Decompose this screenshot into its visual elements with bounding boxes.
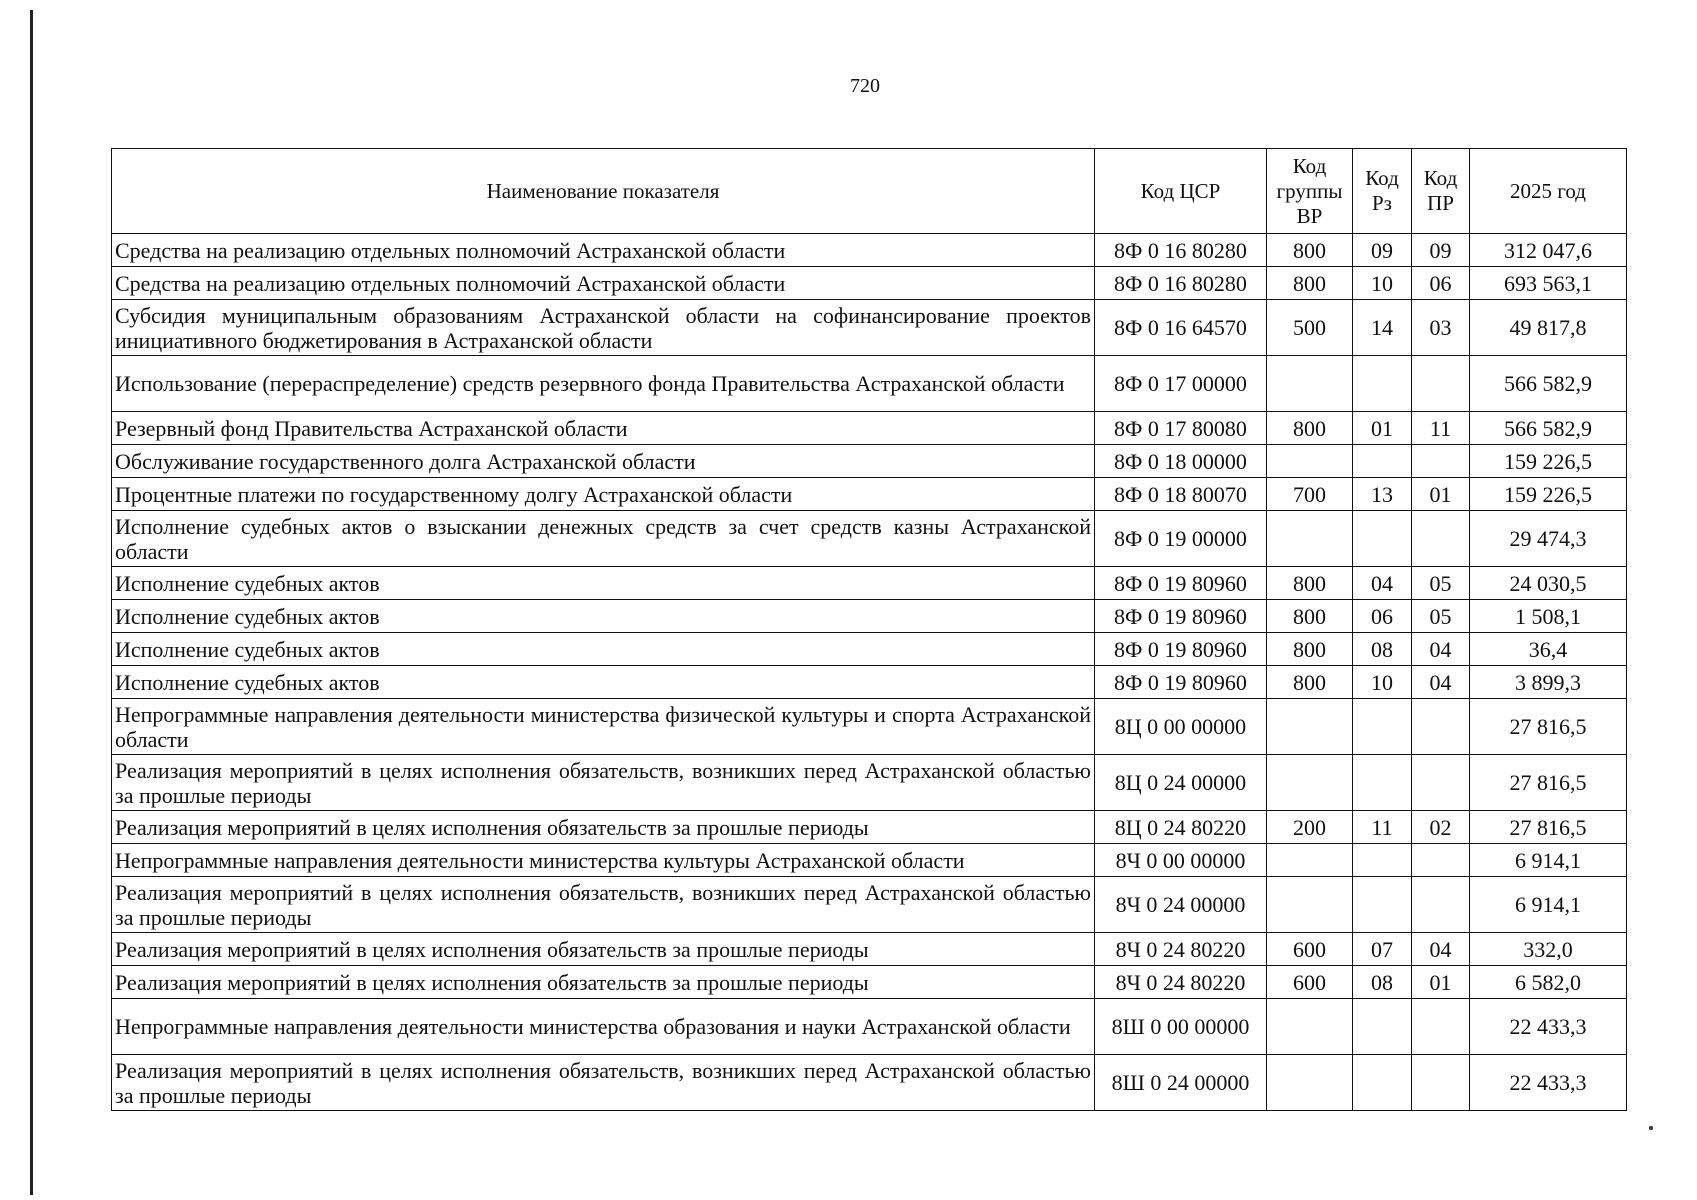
table-row <box>112 933 1627 966</box>
cell-pr: 04 <box>1412 666 1470 699</box>
cell-amount: 6 914,1 <box>1470 877 1627 933</box>
cell-pr <box>1412 755 1470 811</box>
cell-csr: 8Ф 0 19 80960 <box>1095 666 1267 699</box>
cell-vr: 500 <box>1267 300 1353 356</box>
cell-amount: 27 816,5 <box>1470 811 1627 844</box>
cell-rz <box>1353 699 1412 755</box>
cell-name: Реализация мероприятий в целях исполнения обязательств, возникших перед Астраханской областью за прошлые периоды <box>112 1055 1095 1111</box>
cell-rz: 07 <box>1353 933 1412 966</box>
header-csr: Код ЦСР <box>1095 149 1267 234</box>
table-row <box>112 478 1627 511</box>
cell-amount: 36,4 <box>1470 633 1627 666</box>
table-row <box>112 844 1627 877</box>
cell-vr: 800 <box>1267 600 1353 633</box>
cell-rz <box>1353 844 1412 877</box>
cell-vr <box>1267 877 1353 933</box>
cell-amount: 3 899,3 <box>1470 666 1627 699</box>
table-row <box>112 966 1627 999</box>
cell-vr <box>1267 511 1353 567</box>
table-row <box>112 1055 1627 1111</box>
table-row <box>112 877 1627 933</box>
cell-csr: 8Ф 0 19 80960 <box>1095 567 1267 600</box>
table-row <box>112 267 1627 300</box>
cell-rz <box>1353 1055 1412 1111</box>
table-row <box>112 300 1627 356</box>
table-row <box>112 699 1627 755</box>
binding-edge-line <box>30 10 33 1195</box>
cell-name: Реализация мероприятий в целях исполнения обязательств за прошлые периоды <box>112 966 1095 999</box>
cell-csr: 8Ф 0 16 80280 <box>1095 234 1267 267</box>
cell-rz: 13 <box>1353 478 1412 511</box>
cell-pr: 04 <box>1412 933 1470 966</box>
cell-amount: 29 474,3 <box>1470 511 1627 567</box>
header-pr: Код ПР <box>1412 149 1470 234</box>
cell-pr: 04 <box>1412 633 1470 666</box>
cell-pr: 05 <box>1412 567 1470 600</box>
cell-pr <box>1412 699 1470 755</box>
cell-vr: 800 <box>1267 412 1353 445</box>
cell-csr: 8Ц 0 00 00000 <box>1095 699 1267 755</box>
cell-vr <box>1267 1055 1353 1111</box>
cell-rz: 09 <box>1353 234 1412 267</box>
cell-name: Резервный фонд Правительства Астраханской области <box>112 412 1095 445</box>
cell-amount: 6 914,1 <box>1470 844 1627 877</box>
cell-pr: 05 <box>1412 600 1470 633</box>
cell-name: Средства на реализацию отдельных полномочий Астраханской области <box>112 234 1095 267</box>
cell-pr: 02 <box>1412 811 1470 844</box>
cell-vr: 800 <box>1267 666 1353 699</box>
cell-amount: 49 817,8 <box>1470 300 1627 356</box>
cell-pr: 09 <box>1412 234 1470 267</box>
cell-csr: 8Ф 0 18 80070 <box>1095 478 1267 511</box>
cell-csr: 8Ф 0 16 64570 <box>1095 300 1267 356</box>
cell-vr: 600 <box>1267 966 1353 999</box>
cell-csr: 8Ч 0 24 80220 <box>1095 933 1267 966</box>
header-rz: Код Рз <box>1353 149 1412 234</box>
cell-name: Исполнение судебных актов <box>112 633 1095 666</box>
cell-rz: 10 <box>1353 666 1412 699</box>
cell-name: Непрограммные направления деятельности министерства образования и науки Астраханской области <box>112 999 1095 1055</box>
cell-name: Реализация мероприятий в целях исполнения обязательств, возникших перед Астраханской областью за прошлые периоды <box>112 877 1095 933</box>
table-row <box>112 600 1627 633</box>
cell-vr: 800 <box>1267 267 1353 300</box>
cell-csr: 8Ф 0 17 00000 <box>1095 356 1267 412</box>
table-row <box>112 633 1627 666</box>
cell-name: Исполнение судебных актов <box>112 567 1095 600</box>
cell-amount: 1 508,1 <box>1470 600 1627 633</box>
cell-name: Процентные платежи по государственному долгу Астраханской области <box>112 478 1095 511</box>
cell-csr: 8Ф 0 19 00000 <box>1095 511 1267 567</box>
cell-amount: 22 433,3 <box>1470 999 1627 1055</box>
header-vr: Код группы ВР <box>1267 149 1353 234</box>
cell-csr: 8Ш 0 00 00000 <box>1095 999 1267 1055</box>
cell-vr <box>1267 755 1353 811</box>
scan-speck <box>1649 1126 1653 1130</box>
cell-rz: 04 <box>1353 567 1412 600</box>
cell-rz <box>1353 755 1412 811</box>
cell-pr <box>1412 844 1470 877</box>
cell-name: Реализация мероприятий в целях исполнения обязательств за прошлые периоды <box>112 933 1095 966</box>
cell-amount: 24 030,5 <box>1470 567 1627 600</box>
cell-rz <box>1353 877 1412 933</box>
cell-pr: 06 <box>1412 267 1470 300</box>
cell-vr: 700 <box>1267 478 1353 511</box>
cell-pr <box>1412 999 1470 1055</box>
cell-csr: 8Ф 0 18 00000 <box>1095 445 1267 478</box>
cell-amount: 332,0 <box>1470 933 1627 966</box>
cell-amount: 693 563,1 <box>1470 267 1627 300</box>
cell-amount: 6 582,0 <box>1470 966 1627 999</box>
table-header-row <box>112 149 1627 234</box>
table-row <box>112 445 1627 478</box>
cell-csr: 8Ш 0 24 00000 <box>1095 1055 1267 1111</box>
cell-csr: 8Ф 0 19 80960 <box>1095 600 1267 633</box>
cell-amount: 27 816,5 <box>1470 755 1627 811</box>
table-row <box>112 356 1627 412</box>
cell-name: Непрограммные направления деятельности министерства культуры Астраханской области <box>112 844 1095 877</box>
cell-name: Исполнение судебных актов о взыскании денежных средств за счет средств казны Астраханской области <box>112 511 1095 567</box>
cell-csr: 8Ф 0 17 80080 <box>1095 412 1267 445</box>
cell-pr: 03 <box>1412 300 1470 356</box>
cell-vr: 800 <box>1267 567 1353 600</box>
cell-rz: 10 <box>1353 267 1412 300</box>
cell-amount: 312 047,6 <box>1470 234 1627 267</box>
cell-rz: 08 <box>1353 633 1412 666</box>
cell-rz: 01 <box>1353 412 1412 445</box>
table-row <box>112 999 1627 1055</box>
cell-vr <box>1267 699 1353 755</box>
cell-name: Обслуживание государственного долга Астраханской области <box>112 445 1095 478</box>
cell-pr <box>1412 511 1470 567</box>
cell-rz: 06 <box>1353 600 1412 633</box>
cell-name: Средства на реализацию отдельных полномочий Астраханской области <box>112 267 1095 300</box>
cell-vr <box>1267 844 1353 877</box>
table-row <box>112 234 1627 267</box>
cell-name: Реализация мероприятий в целях исполнения обязательств, возникших перед Астраханской областью за прошлые периоды <box>112 755 1095 811</box>
cell-vr <box>1267 356 1353 412</box>
cell-pr <box>1412 877 1470 933</box>
cell-amount: 159 226,5 <box>1470 445 1627 478</box>
cell-rz: 08 <box>1353 966 1412 999</box>
cell-vr: 800 <box>1267 633 1353 666</box>
header-name: Наименование показателя <box>112 149 1095 234</box>
cell-vr: 800 <box>1267 234 1353 267</box>
cell-vr <box>1267 999 1353 1055</box>
cell-rz: 14 <box>1353 300 1412 356</box>
header-year: 2025 год <box>1470 149 1627 234</box>
cell-amount: 566 582,9 <box>1470 412 1627 445</box>
cell-csr: 8Ч 0 00 00000 <box>1095 844 1267 877</box>
cell-amount: 159 226,5 <box>1470 478 1627 511</box>
cell-amount: 566 582,9 <box>1470 356 1627 412</box>
cell-pr: 01 <box>1412 966 1470 999</box>
cell-name: Исполнение судебных актов <box>112 600 1095 633</box>
cell-name: Использование (перераспределение) средств резервного фонда Правительства Астраханской области <box>112 356 1095 412</box>
table-row <box>112 567 1627 600</box>
cell-pr: 01 <box>1412 478 1470 511</box>
cell-pr <box>1412 356 1470 412</box>
cell-vr: 600 <box>1267 933 1353 966</box>
cell-rz <box>1353 511 1412 567</box>
cell-csr: 8Ч 0 24 00000 <box>1095 877 1267 933</box>
cell-pr <box>1412 1055 1470 1111</box>
cell-csr: 8Ц 0 24 80220 <box>1095 811 1267 844</box>
cell-name: Исполнение судебных актов <box>112 666 1095 699</box>
table-row <box>112 811 1627 844</box>
cell-name: Субсидия муниципальным образованиям Астраханской области на софинансирование проектов инициативного бюджетирования в Астраханской области <box>112 300 1095 356</box>
cell-rz <box>1353 999 1412 1055</box>
cell-amount: 22 433,3 <box>1470 1055 1627 1111</box>
cell-pr <box>1412 445 1470 478</box>
cell-rz: 11 <box>1353 811 1412 844</box>
table-body <box>112 234 1627 1111</box>
cell-csr: 8Ц 0 24 00000 <box>1095 755 1267 811</box>
cell-vr <box>1267 445 1353 478</box>
budget-table <box>111 148 1627 1111</box>
table-row <box>112 666 1627 699</box>
cell-pr: 11 <box>1412 412 1470 445</box>
cell-amount: 27 816,5 <box>1470 699 1627 755</box>
cell-rz <box>1353 445 1412 478</box>
cell-csr: 8Ф 0 19 80960 <box>1095 633 1267 666</box>
cell-name: Непрограммные направления деятельности министерства физической культуры и спорта Астраханской области <box>112 699 1095 755</box>
cell-rz <box>1353 356 1412 412</box>
table-row <box>112 755 1627 811</box>
cell-csr: 8Ч 0 24 80220 <box>1095 966 1267 999</box>
table-row <box>112 412 1627 445</box>
cell-name: Реализация мероприятий в целях исполнения обязательств за прошлые периоды <box>112 811 1095 844</box>
page-number: 720 <box>850 75 880 97</box>
cell-csr: 8Ф 0 16 80280 <box>1095 267 1267 300</box>
cell-vr: 200 <box>1267 811 1353 844</box>
table-row <box>112 511 1627 567</box>
